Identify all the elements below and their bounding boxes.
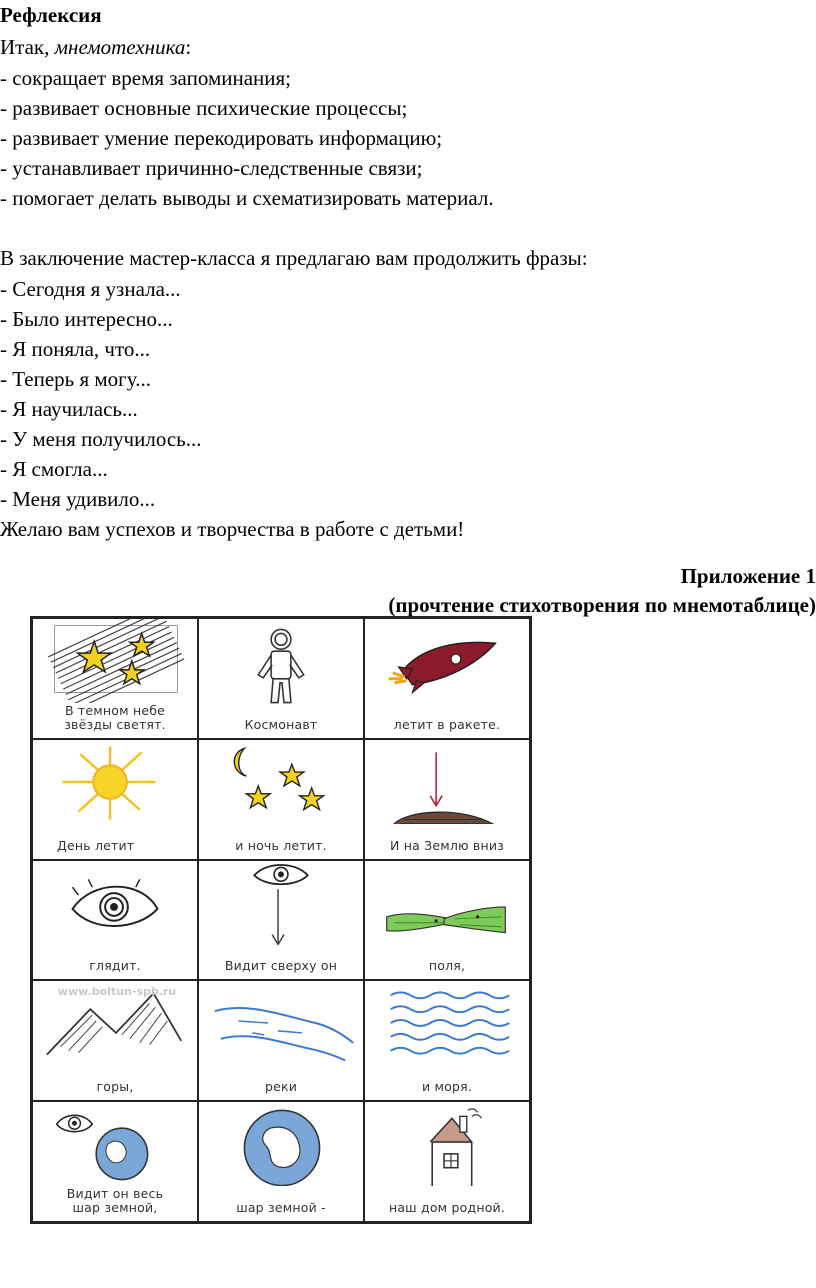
phrase-item: - Я смогла... <box>0 457 108 481</box>
table-cell <box>364 980 530 1101</box>
starry-night-icon <box>33 619 197 703</box>
closing-wish: Желаю вам успехов и творчества в работе с детьми! <box>0 517 465 541</box>
heading: Рефлексия <box>0 3 102 27</box>
phrase-item: - Я поняла, что... <box>0 337 151 361</box>
cell-caption: В темном небе звёзды светят. <box>64 702 166 732</box>
cell-caption: и ночь летит. <box>235 837 327 853</box>
phrase-item: - Было интересно... <box>0 307 173 331</box>
phrase-item: - Меня удивило... <box>0 487 156 511</box>
river-icon <box>199 981 363 1065</box>
benefit-item: - сокращает время запоминания; <box>0 66 291 90</box>
phrase-item: - Сегодня я узнала... <box>0 277 181 301</box>
watermark: www.boltun-spb.ru <box>57 985 177 999</box>
table-cell <box>364 618 530 739</box>
table-cell <box>364 739 530 860</box>
arrow-to-earth-icon <box>365 740 529 824</box>
eye-globe-icon <box>33 1102 197 1186</box>
cell-caption: поля, <box>428 958 466 974</box>
cell-caption: и моря. <box>421 1079 472 1095</box>
rocket-icon <box>365 619 529 703</box>
phrase-item: - Я научилась... <box>0 397 138 421</box>
cell-caption: реки <box>264 1079 298 1095</box>
phrase-item: - Теперь я могу... <box>0 367 151 391</box>
table-cell <box>364 860 530 981</box>
cell-caption: горы, <box>96 1079 134 1095</box>
table-cell <box>32 1101 198 1222</box>
cell-caption: наш дом родной. <box>388 1200 506 1215</box>
cell-caption: Видит он весь шар земной, <box>66 1186 164 1215</box>
cell-caption: Космонавт <box>244 716 318 732</box>
cosmonaut-icon <box>199 619 363 711</box>
cell-caption: День летит <box>57 837 135 853</box>
appendix-title: Приложение 1 <box>680 564 816 588</box>
benefit-item: - устанавливает причинно-следственные связи; <box>0 156 423 180</box>
eye-icon <box>33 861 197 945</box>
benefit-item: - развивает основные психические процессы; <box>0 96 408 120</box>
table-cell <box>364 1101 530 1222</box>
cell-caption: шар земной - <box>236 1200 326 1215</box>
moon-stars-icon <box>199 740 363 824</box>
conclusion-intro: В заключение мастер-класса я предлагаю вам продолжить фразы: <box>0 246 588 270</box>
table-cell <box>198 980 364 1101</box>
cell-caption: И на Землю вниз <box>389 837 505 853</box>
table-cell <box>198 1101 364 1222</box>
fields-icon <box>365 861 529 945</box>
table-cell <box>198 739 364 860</box>
appendix-subtitle: (прочтение стихотворения по мнемотаблице) <box>388 593 816 617</box>
intro-line: Итак, мнемотехника: <box>0 35 192 59</box>
table-cell <box>198 618 364 739</box>
cell-caption: Видит сверху он <box>224 958 338 974</box>
benefit-item: - развивает умение перекодировать информацию; <box>0 126 443 150</box>
mnemonic-table <box>30 616 532 1224</box>
table-cell <box>32 739 198 860</box>
eye-arrow-down-icon <box>199 861 363 945</box>
benefit-item: - помогает делать выводы и схематизировать материал. <box>0 186 494 210</box>
table-cell <box>198 860 364 981</box>
cell-caption: летит в ракете. <box>393 716 501 732</box>
table-cell <box>32 860 198 981</box>
sun-icon <box>33 740 197 824</box>
globe-icon <box>199 1102 363 1186</box>
house-icon <box>365 1102 529 1186</box>
cell-caption: глядит. <box>89 958 141 974</box>
sea-waves-icon <box>365 981 529 1065</box>
phrase-item: - У меня получилось... <box>0 427 202 451</box>
table-cell <box>32 618 198 739</box>
table-cell <box>32 980 198 1101</box>
